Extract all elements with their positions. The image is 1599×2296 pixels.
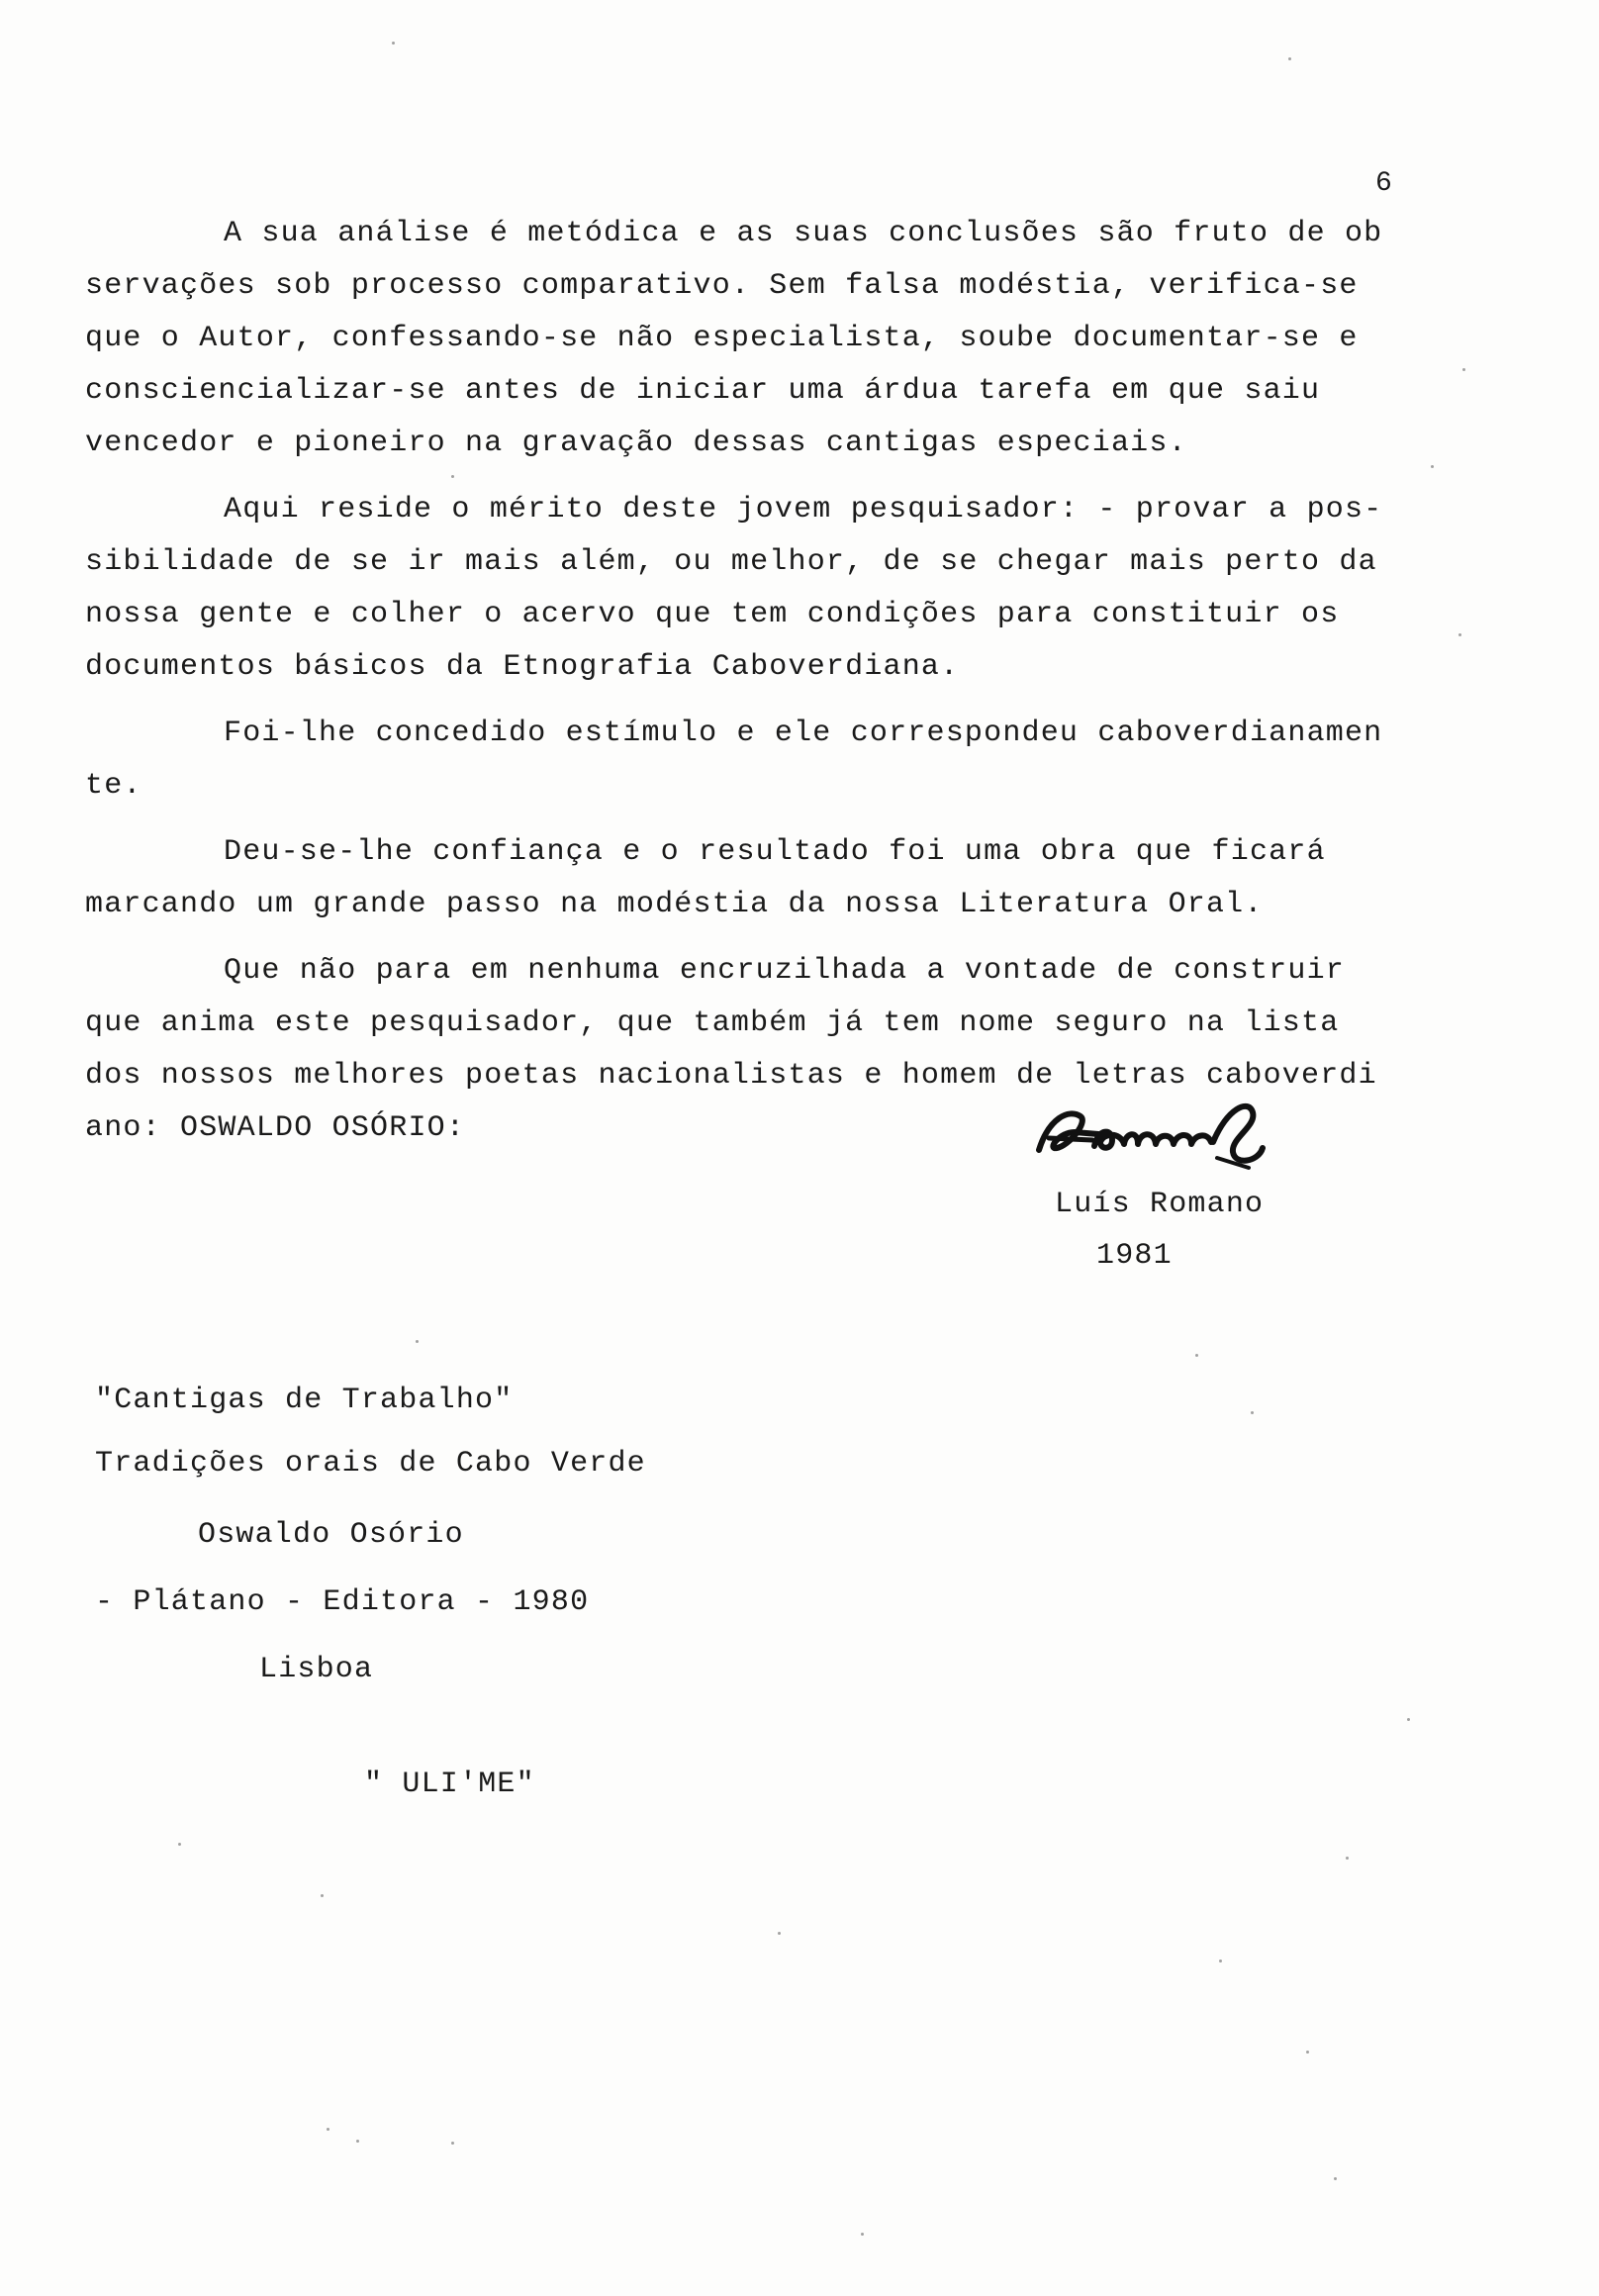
signature-name: Luís Romano <box>1055 1188 1265 1221</box>
text-line: nossa gente e colher o acervo que tem condições para constituir os <box>85 598 1340 631</box>
text-line: documentos básicos da Etnografia Caboverdiana. <box>85 650 960 684</box>
book-author: Oswaldo Osório <box>198 1518 464 1552</box>
signature <box>1029 1089 1326 1178</box>
text-line: te. <box>85 769 142 803</box>
text-line: A sua análise é metódica e as suas conclusões são fruto de ob <box>224 217 1383 250</box>
text-line: ano: OSWALDO OSÓRIO: <box>85 1111 466 1145</box>
handwritten-signature <box>1029 1089 1306 1178</box>
text-line: sibilidade de se ir mais além, ou melhor, de se chegar mais perto da <box>85 545 1377 579</box>
page-number: 6 <box>1375 168 1392 199</box>
text-line: Foi-lhe concedido estímulo e ele correspondeu caboverdianamen <box>224 717 1383 750</box>
text-line: vencedor e pioneiro na gravação dessas cantigas especiais. <box>85 427 1187 460</box>
book-title: "Cantigas de Trabalho" <box>95 1384 514 1417</box>
book-publisher: - Plátano - Editora - 1980 <box>95 1585 590 1619</box>
text-line: consciencializar-se antes de iniciar uma árdua tarefa em que saiu <box>85 374 1321 408</box>
text-line: dos nossos melhores poetas nacionalistas e homem de letras caboverdi <box>85 1059 1377 1093</box>
paragraph-2 <box>85 484 1490 694</box>
text-line: servações sob processo comparativo. Sem falsa modéstia, verifica-se <box>85 269 1359 303</box>
body-text <box>85 208 1490 1169</box>
book-subtitle: Tradições orais de Cabo Verde <box>95 1447 646 1481</box>
signature-year: 1981 <box>1096 1239 1173 1273</box>
text-line: Que não para em nenhuma encruzilhada a vontade de construir <box>224 954 1345 988</box>
next-section-title: " ULI'ME" <box>364 1768 535 1801</box>
paragraph-3 <box>85 708 1490 813</box>
paragraph-4 <box>85 826 1490 931</box>
text-line: que o Autor, confessando-se não especialista, soube documentar-se e <box>85 322 1359 355</box>
paragraph-1 <box>85 208 1490 470</box>
text-line: Deu-se-lhe confiança e o resultado foi uma obra que ficará <box>224 835 1326 869</box>
text-line: que anima este pesquisador, que também já tem nome seguro na lista <box>85 1006 1340 1040</box>
text-line: Aqui reside o mérito deste jovem pesquisador: - provar a pos- <box>224 493 1383 526</box>
book-city: Lisboa <box>259 1653 374 1686</box>
text-line: marcando um grande passo na modéstia da nossa Literatura Oral. <box>85 888 1264 921</box>
